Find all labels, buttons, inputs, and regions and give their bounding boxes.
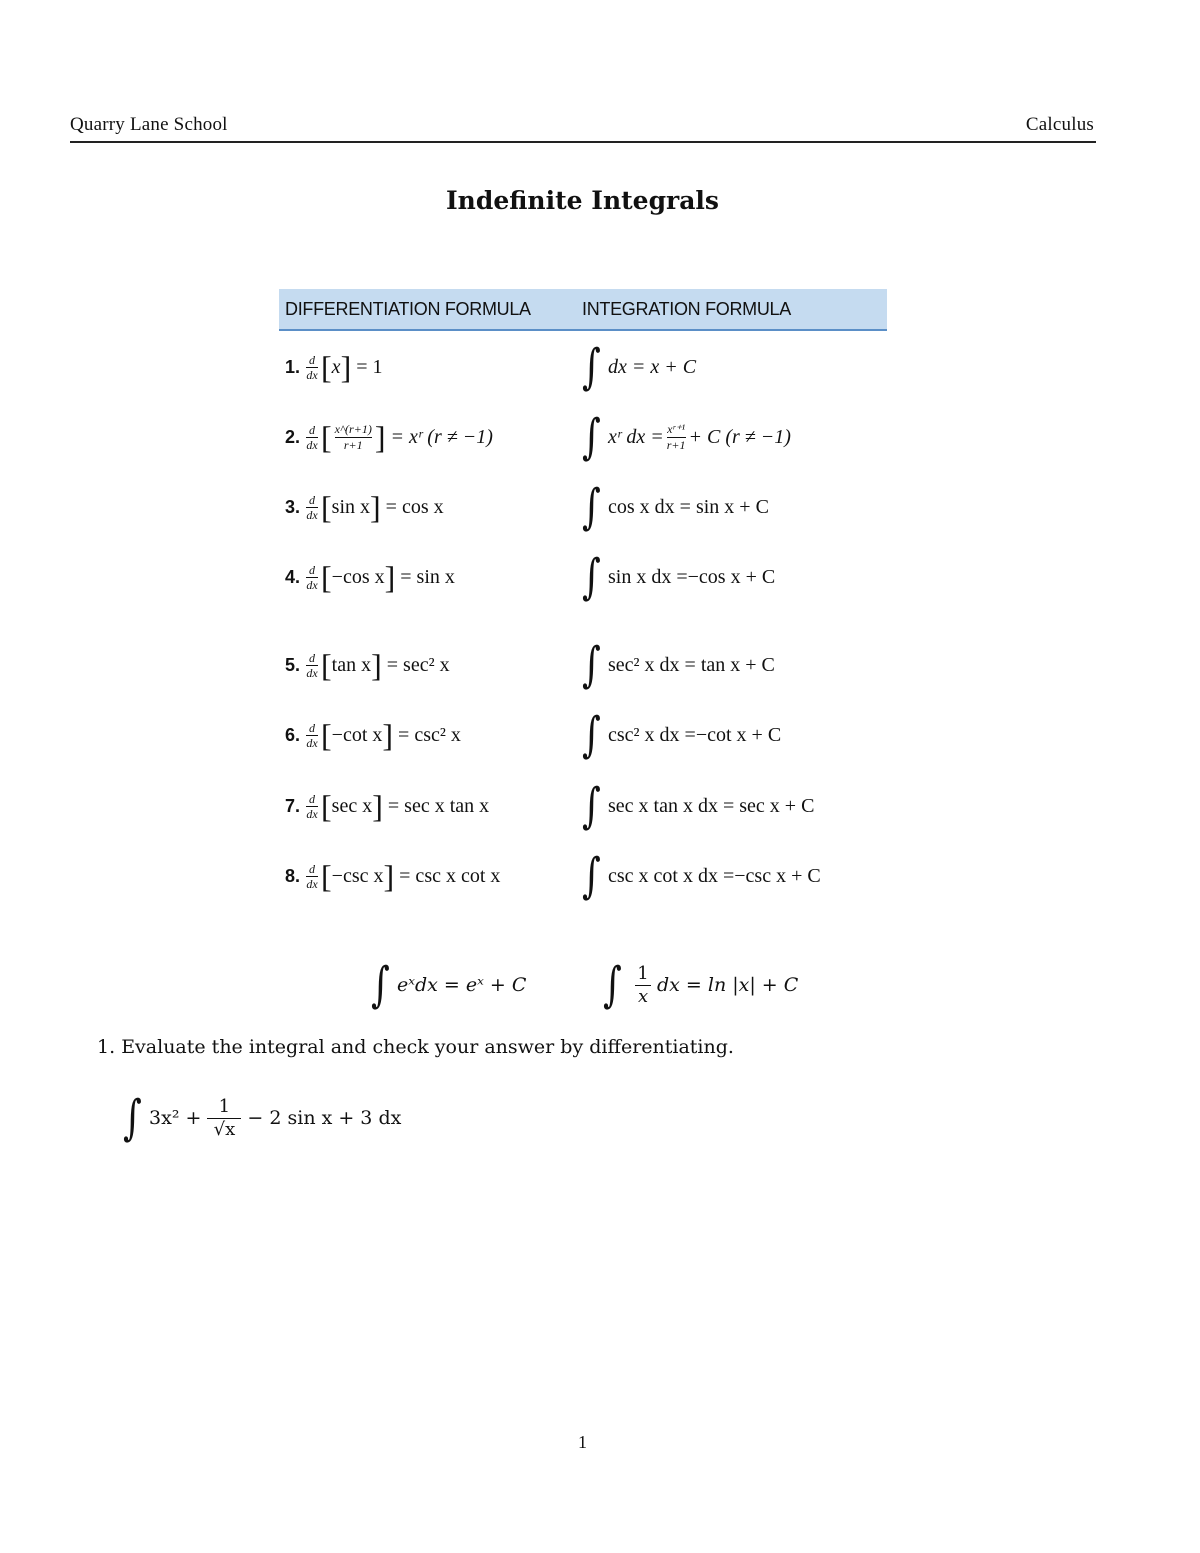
diff-formula-6: 6. d dx [ −cot x ] = csc² x [285, 717, 461, 753]
row-number: 2. [285, 426, 301, 447]
frac-num: 1 [218, 1095, 231, 1117]
diff-rhs: = xʳ (r ≠ −1) [390, 425, 493, 448]
diff-formula-8: 8. d dx [ −csc x ] = csc x cot x [285, 858, 501, 894]
integral-icon: ∫ [582, 339, 601, 395]
int-body: sin x dx =−cos x + C [608, 565, 776, 588]
diff-formula-1: 1. d dx [ x ] = 1 [285, 349, 383, 385]
expr-part-b: − 2 sin x + 3 dx [247, 1107, 402, 1129]
ddx-operator: d dx [306, 562, 318, 592]
row-number: 8. [285, 865, 301, 886]
int-fraction [667, 423, 686, 452]
int-formula-7 [579, 776, 814, 836]
table-header [279, 289, 887, 331]
diff-formula-3: 3. d dx [ sin x ] = cos x [285, 489, 444, 525]
int-rhs: + C (r ≠ −1) [688, 425, 791, 448]
row-number: 7. [285, 795, 301, 816]
integral-icon: ∫ [582, 479, 601, 535]
int-formula-5 [579, 635, 775, 695]
int-body: sec x tan x dx = sec x + C [608, 794, 815, 817]
expr-part-a: 3x² + [149, 1107, 202, 1129]
diff-fraction [335, 423, 372, 452]
int-body: cos x dx = sin x + C [608, 495, 769, 518]
diff-formula-5: 5. d dx [ tan x ] = sec² x [285, 647, 450, 683]
diff-formula-4: 4. d dx [ −cos x ] = sin x [285, 559, 455, 595]
integral-icon: ∫ [371, 957, 390, 1013]
integral-icon: ∫ [582, 549, 601, 605]
header-integration: INTEGRATION FORMULA [582, 298, 791, 319]
row-number: 6. [285, 724, 301, 745]
int-body: sec² x dx = tan x + C [608, 653, 775, 676]
ddx-operator: d dx [306, 650, 318, 680]
ddx-operator: d dx [306, 720, 318, 750]
row-number: 3. [285, 496, 301, 517]
diff-arg: sec x [331, 794, 373, 817]
formula-row-3 [279, 477, 887, 537]
ddx-operator: d dx [306, 492, 318, 522]
diff-rhs: = sec x tan x [387, 794, 490, 817]
diff-arg: sin x [331, 495, 371, 518]
header-subject: Calculus [1025, 114, 1094, 135]
diff-rhs: = 1 [356, 355, 383, 378]
ddx-operator: d dx [306, 791, 318, 821]
formula-row-8 [279, 846, 887, 906]
page-number: 1 [578, 1432, 587, 1452]
int-lhs: xʳ dx = [608, 425, 664, 448]
integral-icon: ∫ [603, 957, 622, 1013]
diff-rhs: = csc x cot x [399, 864, 501, 887]
row-number: 4. [285, 566, 301, 587]
header-school: Quarry Lane School [70, 114, 228, 135]
frac-den: r+1 [666, 437, 686, 452]
int-formula-6 [579, 705, 781, 765]
frac-num: 1 [637, 962, 649, 984]
diff-rhs: = csc² x [398, 723, 461, 746]
integral-icon: ∫ [582, 848, 601, 904]
diff-arg: x [331, 355, 341, 378]
frac-den: x [637, 985, 649, 1007]
diff-arg: −csc x [331, 864, 384, 887]
int-formula-8 [579, 846, 821, 906]
diff-rhs: = sec² x [386, 653, 450, 676]
int-body: csc² x dx =−cot x + C [608, 723, 782, 746]
frac-num: xʳ⁺¹ [667, 421, 686, 436]
log-integral-formula [600, 955, 798, 1015]
integral-icon: ∫ [582, 637, 601, 693]
int-formula-4 [579, 547, 775, 607]
formula-row-5 [279, 635, 887, 695]
exp-formula: eˣdx = eˣ + C [397, 974, 527, 996]
header-rule [70, 141, 1096, 143]
ddx-operator: d dx [306, 352, 318, 382]
diff-arg: −cot x [331, 723, 383, 746]
question-number: 1. [97, 1036, 116, 1058]
ddx-operator: d dx [306, 422, 318, 452]
formula-row-1 [279, 337, 887, 397]
exp-integral-formula [368, 955, 526, 1015]
int-body: csc x cot x dx =−csc x + C [608, 864, 821, 887]
diff-formula-7: 7. d dx [ sec x ] = sec x tan x [285, 788, 490, 824]
frac-den: r+1 [343, 437, 363, 452]
frac-num: x^(r+1) [334, 421, 372, 436]
header-differentiation: DIFFERENTIATION FORMULA [285, 298, 531, 319]
question-1-expression [120, 1088, 401, 1148]
log-rhs: dx = ln |x| + C [657, 974, 799, 996]
integral-icon: ∫ [123, 1090, 142, 1146]
formula-row-4 [279, 547, 887, 607]
diff-arg: −cos x [331, 565, 385, 588]
formula-row-7 [279, 776, 887, 836]
formula-row-6 [279, 705, 887, 765]
reciprocal-fraction [635, 964, 651, 1007]
formula-table [279, 289, 887, 904]
expr-fraction [207, 1097, 241, 1140]
page-title: Indefinite Integrals [445, 186, 719, 215]
ddx-operator: d dx [306, 861, 318, 891]
row-number: 1. [285, 356, 301, 377]
question-1 [97, 1036, 734, 1058]
row-number: 5. [285, 654, 301, 675]
diff-rhs: = sin x [400, 565, 455, 588]
formula-row-2 [279, 407, 887, 467]
diff-arg: tan x [331, 653, 372, 676]
integral-icon: ∫ [582, 707, 601, 763]
int-formula-1 [579, 337, 696, 397]
integral-icon: ∫ [582, 409, 601, 465]
diff-formula-2: 2. d dx [ $\frac{x\^{}(r+1)}{r+1}$ ] = xʳ (r ≠ −1) [285, 419, 493, 455]
integral-icon: ∫ [582, 778, 601, 834]
question-text: Evaluate the integral and check your answer by differentiating. [121, 1036, 734, 1058]
frac-den: √x [213, 1118, 236, 1140]
int-formula-3 [579, 477, 769, 537]
int-body: dx = x + C [608, 355, 697, 378]
int-formula-2 [579, 407, 791, 467]
diff-rhs: = cos x [385, 495, 444, 518]
